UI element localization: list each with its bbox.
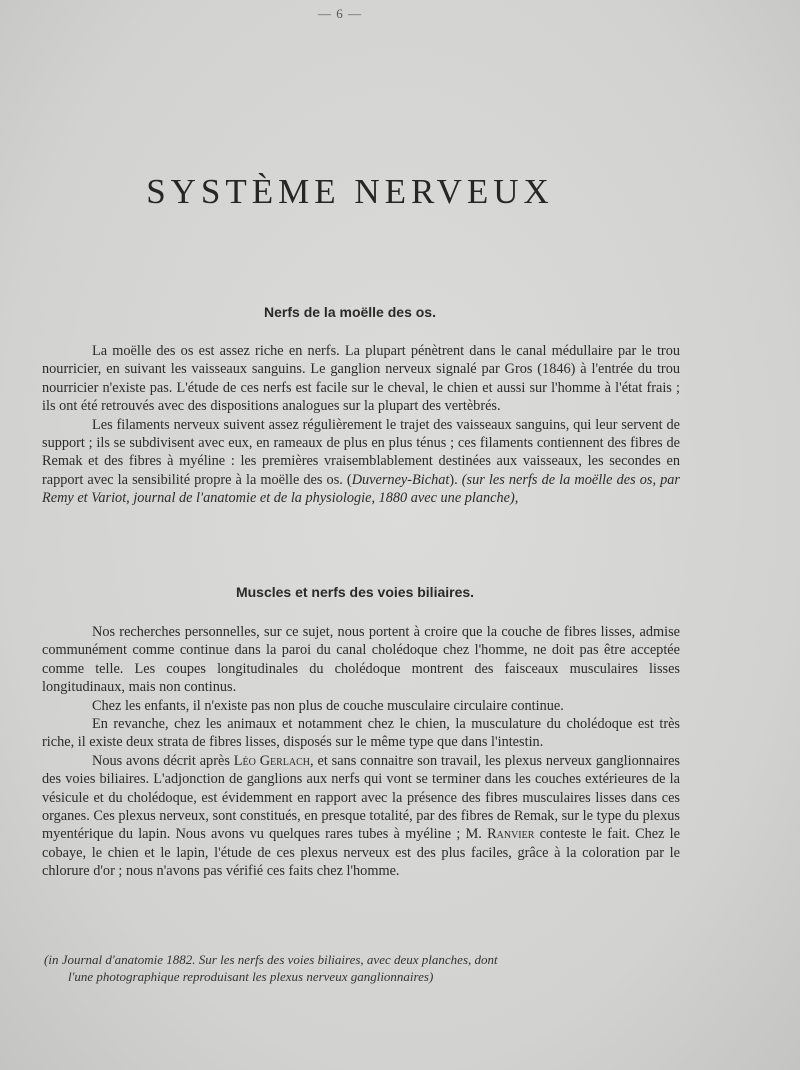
- section-heading-moelle: Nerfs de la moëlle des os.: [264, 304, 436, 320]
- paragraph: Chez les enfants, il n'existe pas non plus de couche musculaire circulaire continue.: [92, 697, 564, 714]
- page-title: SYSTÈME NERVEUX: [146, 172, 554, 211]
- author-name: Ranvier: [487, 826, 535, 843]
- paragraph-text: , et sans connaitre son travail, les plexus nerveux ganglionnaires des voies biliaires. L'adjonction de ganglions aux nerfs qui vont se terminer dans les couches extérieures de la vésicule et du cholédoque, est évidemment en rapport avec la présence des fibres musculaires lisses dans ces organes. Ces plexus nerveux, sont constitués, en presque totalité, par des fibres de Remak, sur le type du plexus myentérique du lapin. Nous avons vu quelques rares tubes à myéline ; M.: [42, 752, 680, 843]
- citation: Duverney-Bichat: [351, 471, 450, 488]
- paragraph-text: conteste le fait. Chez le cobaye, le chien et le lapin, l'étude de ces plexus nerveux est des plus faciles, grâce à la coloration par le chlorure d'or ; nous n'avons pas vérifié ces faits chez l'homme.: [42, 826, 680, 880]
- paragraph-text: ).: [449, 471, 462, 488]
- section-heading-voies-biliaires: Muscles et nerfs des voies biliaires.: [235, 584, 475, 600]
- reference-line: l'une photographique reproduisant les plexus nerveux ganglionnaires): [68, 969, 434, 984]
- paragraph-text: Les filaments nerveux suivent assez régulièrement le trajet des vaisseaux sanguins, qui leur servent de support ; ils se subdivisent avec eux, en rameaux de plus en plus ténus ; ces filaments contiennent des fibres de Remak et des fibres à myéline : les premières vraisemblablement destinées aux vaisseaux, les secondes en rapport avec la sensibilité propre à la moëlle des os. (: [42, 416, 680, 488]
- reference: (sur les nerfs de la moëlle des os, par Remy et Variot, journal de l'anatomie et de la physiologie, 1880 avec une planche),: [42, 471, 680, 507]
- paragraph: [42, 752, 680, 881]
- reference-line: (in Journal d'anatomie 1882. Sur les nerfs des voies biliaires, avec deux planches, dont: [44, 952, 498, 967]
- section-body-voies-biliaires: [42, 623, 680, 881]
- paragraph: En revanche, chez les animaux et notamment chez le chien, la musculature du cholédoque est très riche, il existe deux strata de fibres lisses, disposés sur le même type que dans l'intestin.: [42, 716, 680, 751]
- reference-note: [44, 951, 684, 985]
- page-number: — 6 —: [318, 6, 362, 21]
- paragraph: [42, 416, 680, 508]
- section-body-moelle: [42, 342, 680, 508]
- paragraph-text: Nous avons décrit après: [92, 752, 234, 769]
- author-name: Léo Gerlach: [233, 752, 311, 769]
- paragraph: Nos recherches personnelles, sur ce sujet, nous portent à croire que la couche de fibres lisses, admise communément comme continue dans la paroi du canal cholédoque chez l'homme, ne doit pas être acceptée comme telle. Les coupes longitudinales du cholédoque montrent des faisceaux musculaires lisses longitudinaux, mais non continus.: [42, 624, 680, 696]
- paragraph: La moëlle des os est assez riche en nerfs. La plupart pénètrent dans le canal médullaire par le trou nourricier, en suivant les vaisseaux sanguins. Le ganglion nerveux signalé par Gros (1846) à l'entrée du trou nourricier n'existe pas. L'étude de ces nerfs est facile sur le cheval, le chien et aussi sur l'homme à l'état frais ; ils ont été retrouvés avec des dispositions analogues sur la plupart des vertèbrés.: [42, 343, 680, 415]
